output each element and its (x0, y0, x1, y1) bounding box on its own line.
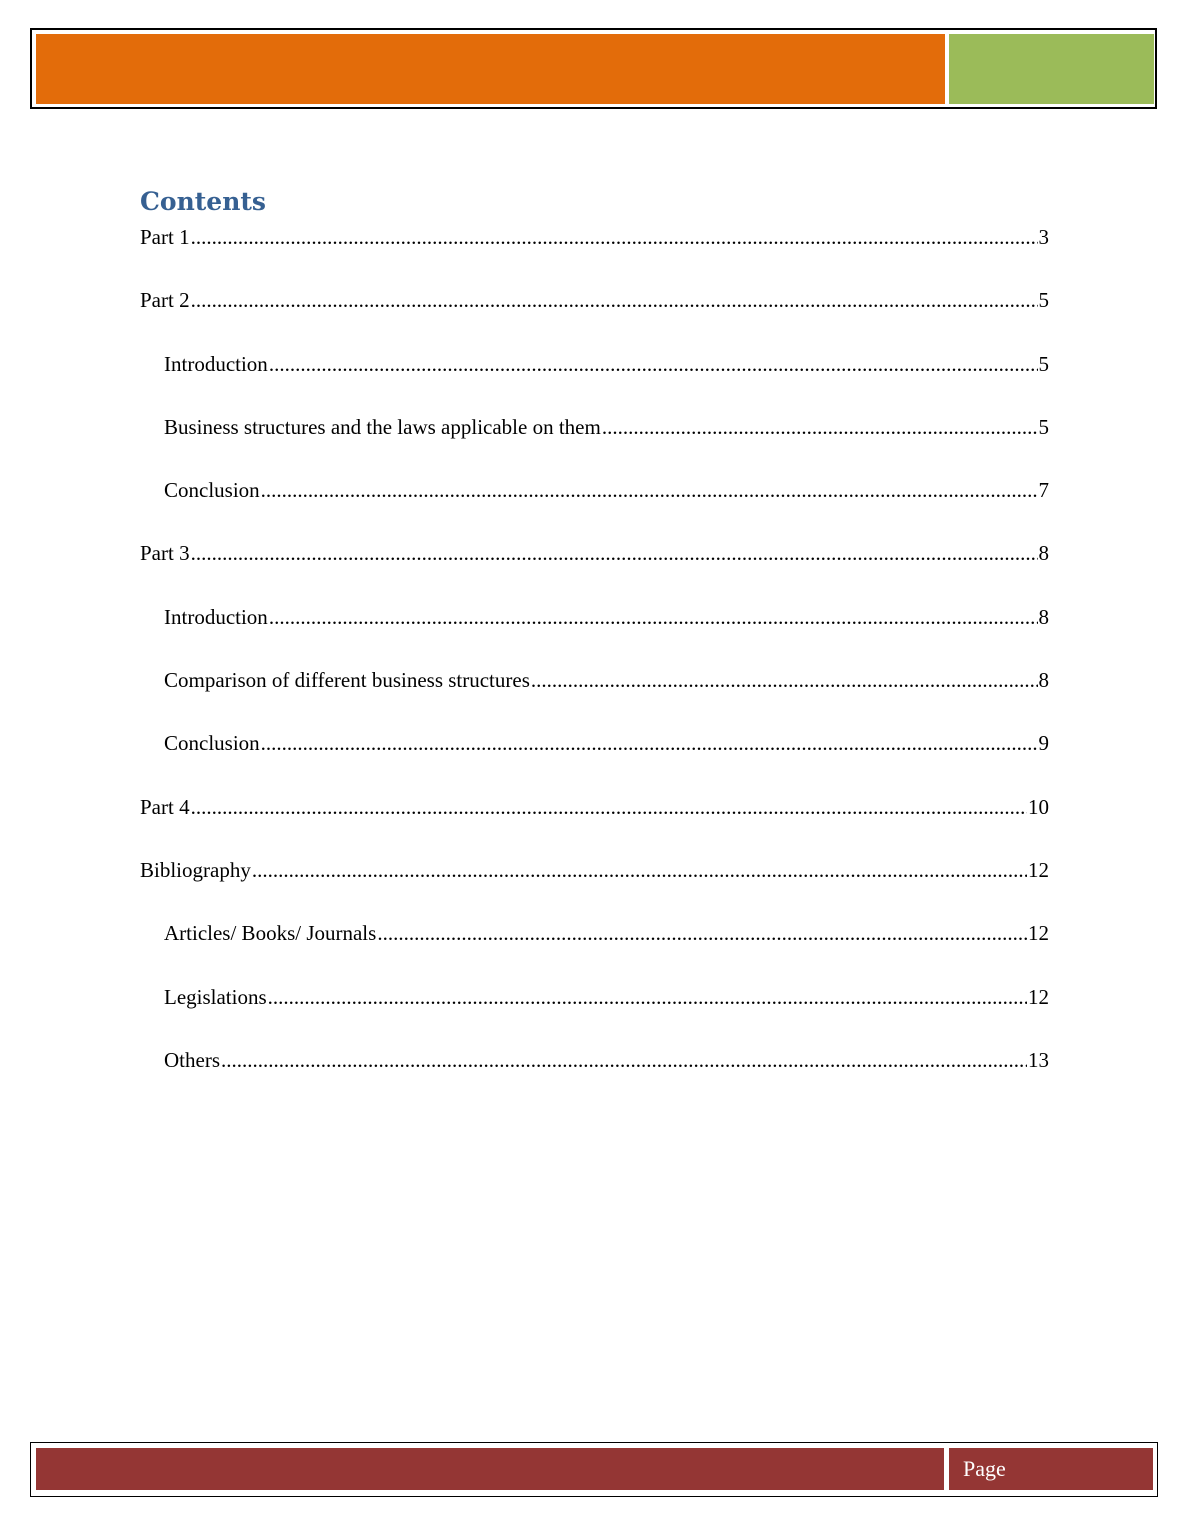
table-of-contents (140, 223, 1049, 1109)
footer-band-right (949, 1448, 1153, 1490)
toc-dot-leader (269, 350, 1038, 378)
toc-entry-label: Introduction (164, 351, 268, 376)
toc-entry-page: 8 (1038, 541, 1049, 566)
toc-entry-page: 3 (1038, 225, 1049, 249)
toc-entry-page: 8 (1038, 604, 1049, 629)
toc-entry-label: Part 3 (140, 541, 190, 566)
toc-entry[interactable] (140, 919, 1049, 947)
toc-entry[interactable] (140, 413, 1049, 441)
toc-entry-page: 5 (1038, 351, 1049, 376)
toc-entry[interactable] (140, 603, 1049, 631)
toc-entry[interactable] (140, 729, 1049, 757)
toc-dot-leader (191, 223, 1038, 251)
toc-entry-label: Introduction (164, 604, 268, 629)
toc-dot-leader (191, 286, 1038, 314)
toc-entry[interactable] (140, 223, 1049, 251)
toc-entry-label: Business structures and the laws applicable on them (164, 414, 601, 439)
toc-entry-label: Comparison of different business structures (164, 668, 530, 693)
toc-entry-page: 12 (1028, 921, 1049, 946)
footer-band-left (36, 1448, 944, 1490)
toc-entry-label: Part 2 (140, 288, 190, 313)
toc-entry-label: Conclusion (164, 478, 260, 503)
toc-entry[interactable] (140, 476, 1049, 504)
toc-dot-leader (531, 666, 1038, 694)
toc-dot-leader (221, 1046, 1027, 1074)
footer-page-label: Page (963, 1456, 1006, 1481)
toc-dot-leader (269, 603, 1038, 631)
header-band-orange (36, 34, 945, 104)
toc-entry-label: Part 1 (140, 225, 190, 249)
toc-entry-label: Articles/ Books/ Journals (164, 921, 377, 946)
toc-entry-page: 12 (1028, 984, 1049, 1009)
toc-entry[interactable] (140, 793, 1049, 821)
toc-entry[interactable] (140, 983, 1049, 1011)
toc-dot-leader (602, 413, 1038, 441)
toc-entry[interactable] (140, 350, 1049, 378)
toc-dot-leader (377, 919, 1027, 947)
toc-entry[interactable] (140, 1046, 1049, 1074)
toc-entry-page: 5 (1038, 414, 1049, 439)
toc-entry-page: 12 (1028, 857, 1049, 882)
toc-dot-leader (261, 476, 1038, 504)
toc-entry-page: 10 (1028, 794, 1049, 819)
toc-entry-page: 5 (1038, 288, 1049, 313)
toc-entry-label: Legislations (164, 984, 267, 1009)
toc-entry[interactable] (140, 856, 1049, 884)
toc-entry-label: Part 4 (140, 794, 190, 819)
toc-entry-page: 9 (1038, 731, 1049, 756)
toc-dot-leader (191, 539, 1038, 567)
toc-title: Contents (140, 187, 267, 216)
toc-dot-leader (261, 729, 1038, 757)
toc-entry[interactable] (140, 286, 1049, 314)
toc-entry-page: 8 (1038, 668, 1049, 693)
toc-dot-leader (252, 856, 1027, 884)
toc-dot-leader (268, 983, 1027, 1011)
toc-entry[interactable] (140, 539, 1049, 567)
toc-entry-label: Bibliography (140, 857, 251, 882)
header-band-green (949, 34, 1154, 104)
toc-dot-leader (191, 793, 1027, 821)
toc-entry-page: 7 (1038, 478, 1049, 503)
toc-entry-label: Conclusion (164, 731, 260, 756)
toc-entry-page: 13 (1028, 1047, 1049, 1072)
toc-entry-label: Others (164, 1047, 220, 1072)
toc-entry[interactable] (140, 666, 1049, 694)
